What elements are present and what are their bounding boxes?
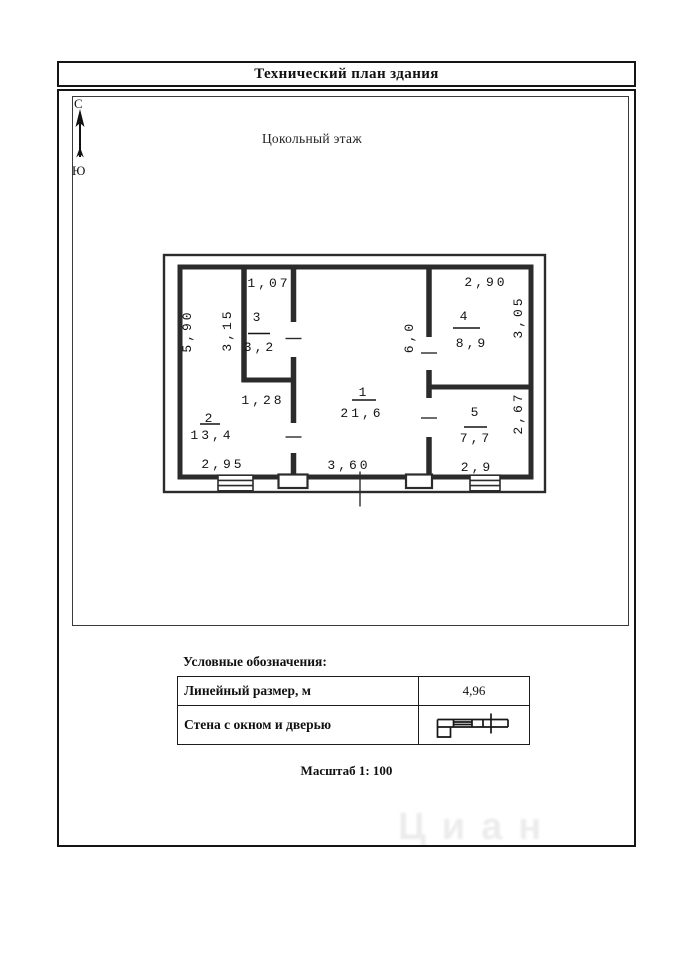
legend-label-wall-symbol: Стена с окном и дверью — [178, 706, 419, 745]
room-4-number-label: 4 — [459, 309, 471, 324]
scale-label: Масштаб 1: 100 — [300, 763, 393, 778]
room-2-number-label: 2 — [204, 411, 216, 426]
room-4-width-dim: 2,90 — [464, 275, 508, 290]
room-2-depth-dim: 5,90 — [180, 309, 195, 353]
room-3-width-dim: 1,07 — [247, 276, 291, 291]
window-icon — [218, 475, 253, 491]
room-1-area-label: 21,6 — [340, 406, 384, 421]
legend-row-wall-symbol — [178, 706, 530, 745]
room-5-area-label: 7,7 — [459, 431, 493, 446]
room-1-number-label: 1 — [358, 385, 370, 400]
window-icon — [470, 475, 500, 491]
room-2-width-dim: 2,95 — [201, 457, 245, 472]
legend-value-linear-dimension: 4,96 — [419, 677, 530, 706]
room-4-area-label: 8,9 — [455, 336, 489, 351]
watermark: Циан — [398, 806, 558, 846]
floor-title: Цокольный этаж — [262, 131, 362, 146]
passage-width-dim: 1,28 — [241, 393, 285, 408]
room-3-area-label: 3,2 — [243, 340, 277, 355]
legend-row-linear-dimension — [178, 677, 530, 706]
room-5-number-label: 5 — [470, 405, 482, 420]
compass-south-label: Ю — [72, 163, 86, 178]
floor-plan — [150, 240, 560, 515]
document-title: Технический план здания — [57, 61, 636, 87]
compass-north-label: С — [74, 96, 83, 111]
legend-heading: Условные обозначения: — [183, 654, 327, 669]
room-5-depth-dim: 2,67 — [511, 391, 526, 435]
room-2-area-label: 13,4 — [190, 428, 234, 443]
legend-table — [177, 676, 530, 745]
room-3-number-label: 3 — [252, 310, 264, 325]
room-1-depth-dim: 6,0 — [402, 320, 417, 354]
room-4-depth-dim: 3,05 — [511, 295, 526, 339]
room-5-width-dim: 2,9 — [460, 460, 494, 475]
room-1-width-dim: 3,60 — [327, 458, 371, 473]
room-3-depth-dim: 3,15 — [220, 308, 235, 352]
wall-with-window-and-door-icon — [433, 711, 515, 739]
legend-label-linear-dimension: Линейный размер, м — [178, 677, 419, 706]
